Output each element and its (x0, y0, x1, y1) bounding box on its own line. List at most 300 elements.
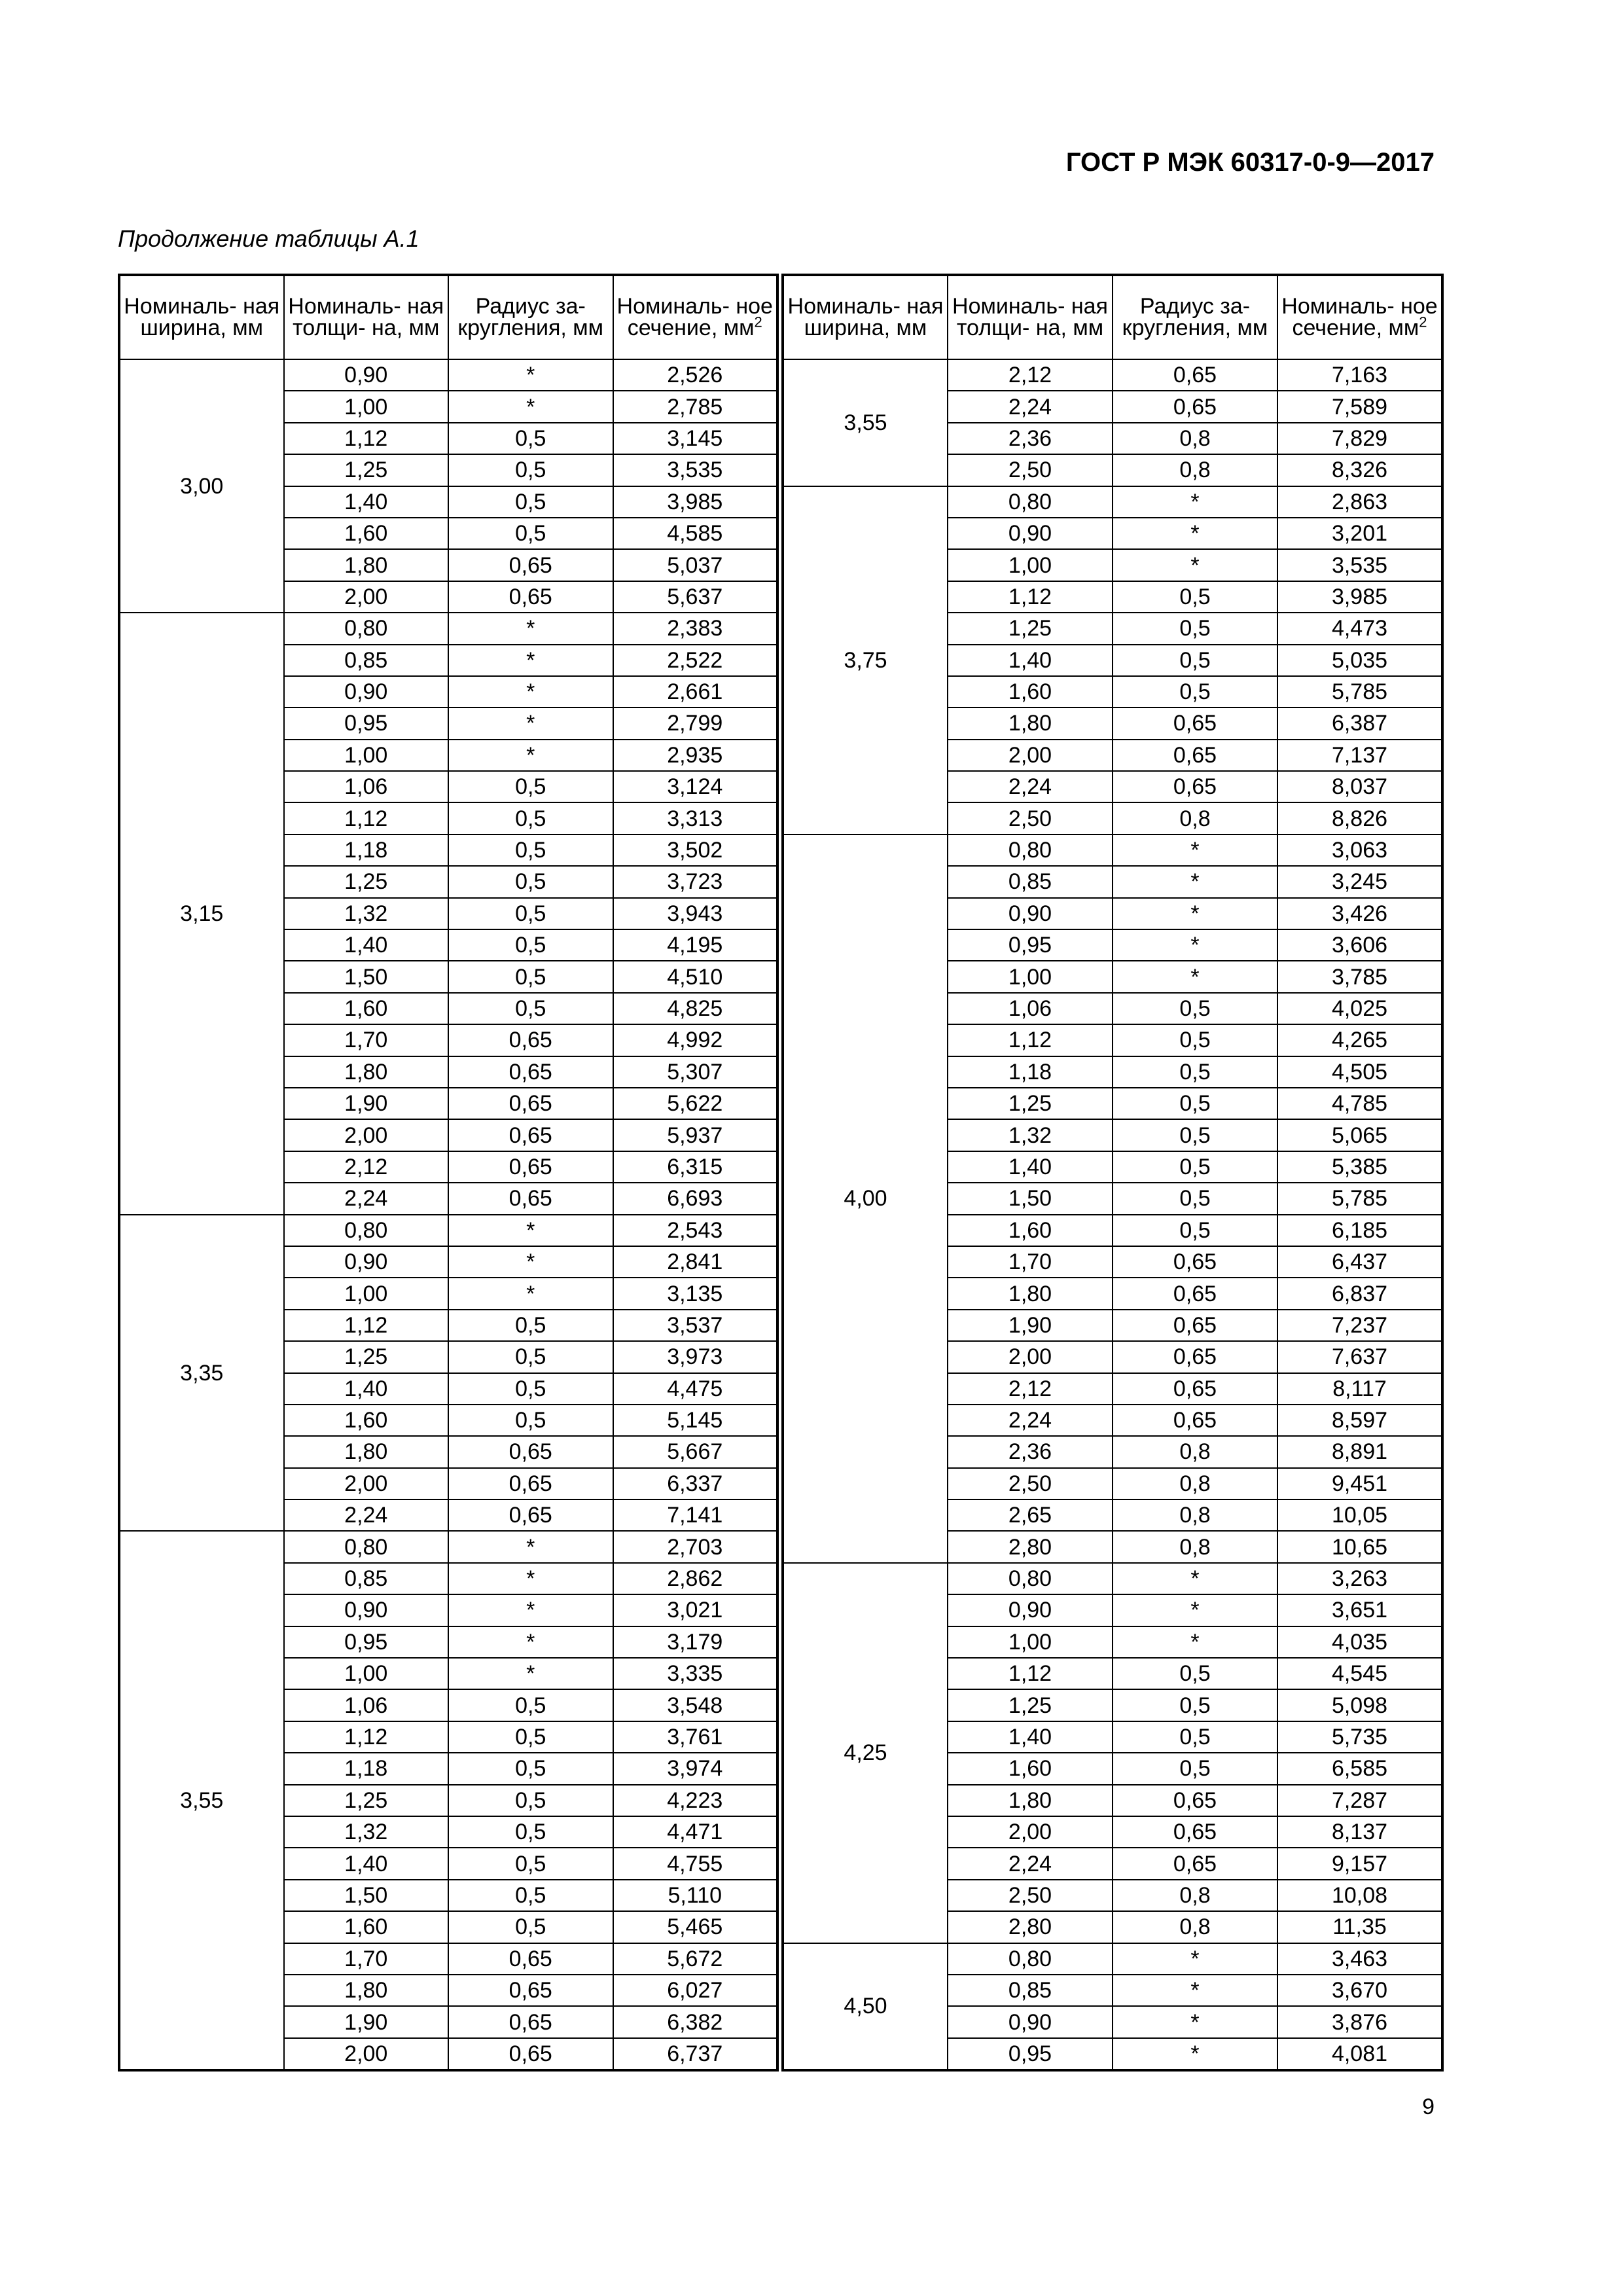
radius-cell: * (448, 359, 613, 391)
section-cell: 2,785 (613, 391, 778, 422)
radius-cell: 0,65 (1113, 1405, 1277, 1436)
radius-cell: * (448, 1278, 613, 1309)
radius-cell: 0,5 (448, 1721, 613, 1753)
thickness-cell: 0,95 (948, 2038, 1113, 2070)
section-cell: 7,637 (1277, 1341, 1442, 1372)
thickness-cell: 1,40 (284, 1373, 449, 1405)
table-header (783, 275, 1442, 359)
thickness-cell: 1,60 (284, 1405, 449, 1436)
thickness-cell: 0,90 (284, 359, 449, 391)
section-cell: 2,799 (613, 708, 778, 739)
radius-cell: * (448, 645, 613, 676)
thickness-cell: 2,00 (284, 581, 449, 613)
section-cell: 6,382 (613, 2006, 778, 2037)
radius-cell: 0,65 (1113, 708, 1277, 739)
section-cell: 2,543 (613, 1215, 778, 1246)
section-cell: 5,622 (613, 1088, 778, 1119)
section-cell: 6,437 (1277, 1246, 1442, 1278)
column-header: Номиналь- ная толщи- на, мм (948, 275, 1113, 359)
radius-cell: * (1113, 2038, 1277, 2070)
section-cell: 3,124 (613, 771, 778, 802)
table-header (119, 275, 777, 359)
thickness-cell: 1,00 (948, 549, 1113, 581)
radius-cell: 0,5 (448, 1785, 613, 1816)
section-cell: 3,535 (613, 454, 778, 486)
radius-cell: 0,5 (448, 929, 613, 961)
radius-cell: 0,5 (448, 1310, 613, 1341)
section-cell: 8,137 (1277, 1816, 1442, 1848)
thickness-cell: 2,24 (948, 771, 1113, 802)
section-cell: 4,510 (613, 961, 778, 992)
section-cell: 3,145 (613, 423, 778, 454)
radius-cell: 0,5 (448, 834, 613, 866)
section-cell: 3,670 (1277, 1975, 1442, 2006)
radius-cell: 0,65 (448, 1975, 613, 2006)
section-cell: 9,157 (1277, 1848, 1442, 1879)
section-cell: 4,473 (1277, 613, 1442, 644)
thickness-cell: 0,90 (284, 676, 449, 708)
section-cell: 2,841 (613, 1246, 778, 1278)
radius-cell: 0,65 (448, 1436, 613, 1467)
radius-cell: * (1113, 486, 1277, 518)
thickness-cell: 1,12 (948, 581, 1113, 613)
thickness-cell: 2,24 (284, 1183, 449, 1214)
radius-cell: 0,5 (448, 866, 613, 897)
thickness-cell: 2,50 (948, 1880, 1113, 1911)
table-row (119, 1531, 777, 1562)
section-cell: 2,862 (613, 1563, 778, 1594)
section-cell: 5,035 (1277, 645, 1442, 676)
thickness-cell: 2,65 (948, 1499, 1113, 1531)
radius-cell: 0,5 (1113, 1658, 1277, 1689)
radius-cell: 0,5 (1113, 1689, 1277, 1721)
radius-cell: * (448, 1215, 613, 1246)
thickness-cell: 1,40 (284, 486, 449, 518)
radius-cell: 0,65 (448, 1024, 613, 1056)
radius-cell: 0,8 (1113, 802, 1277, 834)
column-header: Радиус за- кругления, мм (1113, 275, 1277, 359)
thickness-cell: 1,18 (284, 834, 449, 866)
radius-cell: * (448, 1246, 613, 1278)
section-cell: 3,201 (1277, 518, 1442, 549)
column-header: Номиналь- ное сечение, $мм^2$ (1277, 275, 1442, 359)
table-row (783, 834, 1442, 866)
radius-cell: * (1113, 1563, 1277, 1594)
radius-cell: 0,5 (1113, 1024, 1277, 1056)
radius-cell: 0,5 (448, 961, 613, 992)
section-cell: 3,985 (1277, 581, 1442, 613)
column-header: Номиналь- ное сечение, $мм^2$ (613, 275, 778, 359)
thickness-cell: 1,80 (948, 1785, 1113, 1816)
radius-cell: 0,5 (1113, 1721, 1277, 1753)
section-cell: 6,027 (613, 1975, 778, 2006)
radius-cell: 0,65 (1113, 1848, 1277, 1879)
column-header: Номиналь- ная ширина, мм (119, 275, 284, 359)
section-cell: 3,063 (1277, 834, 1442, 866)
thickness-cell: 1,25 (284, 1785, 449, 1816)
radius-cell: 0,8 (1113, 1880, 1277, 1911)
section-cell: 5,110 (613, 1880, 778, 1911)
table-row (783, 359, 1442, 391)
section-cell: 5,037 (613, 549, 778, 581)
thickness-cell: 1,32 (284, 1816, 449, 1848)
radius-cell: 0,5 (448, 1848, 613, 1879)
section-cell: 3,335 (613, 1658, 778, 1689)
radius-cell: 0,65 (448, 1088, 613, 1119)
thickness-cell: 1,12 (284, 423, 449, 454)
section-cell: 7,141 (613, 1499, 778, 1531)
radius-cell: 0,5 (448, 1341, 613, 1372)
section-cell: 5,785 (1277, 1183, 1442, 1214)
section-cell: 8,597 (1277, 1405, 1442, 1436)
column-header: Радиус за- кругления, мм (448, 275, 613, 359)
thickness-cell: 0,85 (284, 645, 449, 676)
section-cell: 5,385 (1277, 1151, 1442, 1183)
section-cell: 6,337 (613, 1468, 778, 1499)
radius-cell: 0,65 (1113, 1278, 1277, 1309)
thickness-cell: 1,25 (948, 1088, 1113, 1119)
thickness-cell: 0,80 (948, 486, 1113, 518)
column-header: Номиналь- ная толщи- на, мм (284, 275, 449, 359)
thickness-cell: 0,85 (948, 1975, 1113, 2006)
thickness-cell: 1,80 (284, 1056, 449, 1088)
thickness-cell: 1,80 (284, 1436, 449, 1467)
thickness-cell: 2,00 (948, 1816, 1113, 1848)
radius-cell: 0,5 (448, 771, 613, 802)
thickness-cell: 0,90 (948, 2006, 1113, 2037)
width-cell: 3,15 (119, 613, 284, 1214)
radius-cell: 0,5 (1113, 1056, 1277, 1088)
width-cell: 4,50 (783, 1943, 948, 2071)
section-cell: 3,723 (613, 866, 778, 897)
section-cell: 5,667 (613, 1436, 778, 1467)
radius-cell: * (1113, 1975, 1277, 2006)
radius-cell: 0,65 (1113, 1246, 1277, 1278)
thickness-cell: 1,25 (948, 1689, 1113, 1721)
section-cell: 4,505 (1277, 1056, 1442, 1088)
thickness-cell: 0,80 (284, 1215, 449, 1246)
thickness-cell: 1,60 (284, 518, 449, 549)
table-row (119, 613, 777, 644)
radius-cell: 0,5 (448, 898, 613, 929)
section-cell: 3,985 (613, 486, 778, 518)
section-cell: 6,737 (613, 2038, 778, 2070)
section-cell: 4,825 (613, 993, 778, 1024)
radius-cell: 0,8 (1113, 1911, 1277, 1943)
radius-cell: * (448, 613, 613, 644)
radius-cell: 0,8 (1113, 1531, 1277, 1562)
thickness-cell: 2,00 (948, 1341, 1113, 1372)
thickness-cell: 2,00 (284, 1468, 449, 1499)
section-cell: 5,307 (613, 1056, 778, 1088)
thickness-cell: 1,40 (284, 1848, 449, 1879)
section-cell: 3,761 (613, 1721, 778, 1753)
thickness-cell: 1,80 (284, 549, 449, 581)
radius-cell: * (448, 1594, 613, 1626)
radius-cell: 0,5 (1113, 1183, 1277, 1214)
radius-cell: 0,5 (448, 1405, 613, 1436)
thickness-cell: 0,95 (284, 708, 449, 739)
thickness-cell: 0,80 (948, 1563, 1113, 1594)
radius-cell: 0,8 (1113, 1436, 1277, 1467)
thickness-cell: 1,40 (948, 1721, 1113, 1753)
section-cell: 5,637 (613, 581, 778, 613)
thickness-cell: 1,00 (284, 1278, 449, 1309)
thickness-cell: 1,70 (284, 1024, 449, 1056)
thickness-cell: 1,70 (948, 1246, 1113, 1278)
radius-cell: 0,5 (1113, 581, 1277, 613)
thickness-cell: 1,00 (284, 1658, 449, 1689)
thickness-cell: 2,80 (948, 1911, 1113, 1943)
section-cell: 3,245 (1277, 866, 1442, 897)
column-header: Номиналь- ная ширина, мм (783, 275, 948, 359)
radius-cell: 0,5 (448, 454, 613, 486)
thickness-cell: 1,70 (284, 1943, 449, 1975)
table-row (783, 1563, 1442, 1594)
thickness-cell: 0,80 (948, 834, 1113, 866)
thickness-cell: 1,25 (284, 1341, 449, 1372)
section-cell: 4,992 (613, 1024, 778, 1056)
thickness-cell: 1,80 (284, 1975, 449, 2006)
section-cell: 3,974 (613, 1753, 778, 1784)
thickness-cell: 1,32 (284, 898, 449, 929)
thickness-cell: 1,12 (284, 1721, 449, 1753)
radius-cell: * (448, 708, 613, 739)
radius-cell: 0,5 (1113, 1215, 1277, 1246)
thickness-cell: 1,90 (948, 1310, 1113, 1341)
radius-cell: 0,65 (448, 1119, 613, 1151)
thickness-cell: 2,24 (948, 391, 1113, 422)
thickness-cell: 2,00 (948, 740, 1113, 771)
section-cell: 4,081 (1277, 2038, 1442, 2070)
table-caption: Продолжение таблицы А.1 (118, 225, 419, 252)
section-cell: 4,585 (613, 518, 778, 549)
radius-cell: 0,5 (1113, 1119, 1277, 1151)
width-cell: 3,55 (783, 359, 948, 486)
section-cell: 3,021 (613, 1594, 778, 1626)
radius-cell: 0,5 (1113, 993, 1277, 1024)
thickness-cell: 1,00 (284, 391, 449, 422)
thickness-cell: 1,12 (948, 1658, 1113, 1689)
section-cell: 6,693 (613, 1183, 778, 1214)
thickness-cell: 2,50 (948, 1468, 1113, 1499)
radius-cell: 0,5 (1113, 645, 1277, 676)
radius-cell: * (448, 1626, 613, 1658)
radius-cell: * (1113, 898, 1277, 929)
radius-cell: 0,5 (448, 486, 613, 518)
thickness-cell: 0,90 (948, 898, 1113, 929)
thickness-cell: 1,80 (948, 708, 1113, 739)
section-cell: 4,035 (1277, 1626, 1442, 1658)
thickness-cell: 1,12 (284, 802, 449, 834)
table-row (119, 1215, 777, 1246)
radius-cell: 0,65 (448, 1499, 613, 1531)
radius-cell: 0,5 (448, 423, 613, 454)
section-cell: 2,383 (613, 613, 778, 644)
section-cell: 7,829 (1277, 423, 1442, 454)
radius-cell: * (1113, 961, 1277, 992)
thickness-cell: 1,12 (284, 1310, 449, 1341)
section-cell: 10,05 (1277, 1499, 1442, 1531)
width-cell: 4,00 (783, 834, 948, 1563)
section-cell: 4,265 (1277, 1024, 1442, 1056)
thickness-cell: 2,80 (948, 1531, 1113, 1562)
section-cell: 8,037 (1277, 771, 1442, 802)
radius-cell: * (448, 1563, 613, 1594)
radius-cell: 0,5 (1113, 1088, 1277, 1119)
section-cell: 3,548 (613, 1689, 778, 1721)
section-cell: 3,535 (1277, 549, 1442, 581)
radius-cell: 0,65 (448, 1468, 613, 1499)
section-cell: 8,117 (1277, 1373, 1442, 1405)
radius-cell: * (1113, 2006, 1277, 2037)
width-cell: 4,25 (783, 1563, 948, 1943)
radius-cell: 0,65 (1113, 1816, 1277, 1848)
radius-cell: 0,65 (1113, 359, 1277, 391)
radius-cell: 0,65 (1113, 740, 1277, 771)
section-cell: 2,526 (613, 359, 778, 391)
section-cell: 8,826 (1277, 802, 1442, 834)
thickness-cell: 0,95 (284, 1626, 449, 1658)
thickness-cell: 1,90 (284, 2006, 449, 2037)
section-cell: 8,326 (1277, 454, 1442, 486)
section-cell: 2,661 (613, 676, 778, 708)
radius-cell: 0,65 (448, 581, 613, 613)
dimensions-table-left (118, 274, 779, 2072)
thickness-cell: 2,12 (284, 1151, 449, 1183)
radius-cell: 0,65 (448, 549, 613, 581)
radius-cell: 0,5 (448, 1816, 613, 1848)
section-cell: 10,08 (1277, 1880, 1442, 1911)
section-cell: 5,937 (613, 1119, 778, 1151)
thickness-cell: 2,12 (948, 1373, 1113, 1405)
section-cell: 7,589 (1277, 391, 1442, 422)
thickness-cell: 2,12 (948, 359, 1113, 391)
width-cell: 3,00 (119, 359, 284, 613)
radius-cell: * (1113, 834, 1277, 866)
section-cell: 6,185 (1277, 1215, 1442, 1246)
radius-cell: * (1113, 1594, 1277, 1626)
thickness-cell: 1,60 (948, 676, 1113, 708)
thickness-cell: 1,90 (284, 1088, 449, 1119)
section-cell: 5,465 (613, 1911, 778, 1943)
thickness-cell: 1,25 (948, 613, 1113, 644)
radius-cell: * (1113, 549, 1277, 581)
radius-cell: * (448, 391, 613, 422)
table-row (119, 359, 777, 391)
page-number: 9 (1422, 2094, 1435, 2119)
section-cell: 3,943 (613, 898, 778, 929)
thickness-cell: 1,60 (284, 1911, 449, 1943)
radius-cell: 0,5 (448, 1753, 613, 1784)
radius-cell: * (448, 676, 613, 708)
thickness-cell: 1,12 (948, 1024, 1113, 1056)
thickness-cell: 1,00 (948, 1626, 1113, 1658)
radius-cell: 0,65 (448, 1943, 613, 1975)
thickness-cell: 1,60 (284, 993, 449, 1024)
section-cell: 6,837 (1277, 1278, 1442, 1309)
radius-cell: 0,65 (1113, 391, 1277, 422)
section-cell: 4,785 (1277, 1088, 1442, 1119)
thickness-cell: 0,90 (284, 1594, 449, 1626)
thickness-cell: 1,25 (284, 454, 449, 486)
thickness-cell: 2,50 (948, 802, 1113, 834)
thickness-cell: 0,80 (948, 1943, 1113, 1975)
radius-cell: * (1113, 1943, 1277, 1975)
radius-cell: * (1113, 866, 1277, 897)
thickness-cell: 2,24 (284, 1499, 449, 1531)
section-cell: 3,606 (1277, 929, 1442, 961)
section-cell: 3,537 (613, 1310, 778, 1341)
thickness-cell: 1,18 (948, 1056, 1113, 1088)
section-cell: 3,263 (1277, 1563, 1442, 1594)
section-cell: 3,785 (1277, 961, 1442, 992)
section-cell: 7,137 (1277, 740, 1442, 771)
radius-cell: 0,65 (1113, 1785, 1277, 1816)
width-cell: 3,35 (119, 1215, 284, 1532)
section-cell: 10,65 (1277, 1531, 1442, 1562)
radius-cell: 0,65 (1113, 1373, 1277, 1405)
section-cell: 5,145 (613, 1405, 778, 1436)
thickness-cell: 1,06 (284, 771, 449, 802)
radius-cell: 0,65 (1113, 1310, 1277, 1341)
thickness-cell: 2,36 (948, 1436, 1113, 1467)
table-row (783, 1943, 1442, 1975)
table-body (119, 359, 777, 2070)
radius-cell: 0,5 (448, 993, 613, 1024)
thickness-cell: 1,06 (948, 993, 1113, 1024)
section-cell: 3,463 (1277, 1943, 1442, 1975)
radius-cell: * (448, 1531, 613, 1562)
radius-cell: 0,5 (448, 518, 613, 549)
thickness-cell: 1,60 (948, 1215, 1113, 1246)
thickness-cell: 0,85 (284, 1563, 449, 1594)
section-cell: 4,223 (613, 1785, 778, 1816)
thickness-cell: 1,50 (284, 961, 449, 992)
section-cell: 11,35 (1277, 1911, 1442, 1943)
radius-cell: 0,5 (1113, 676, 1277, 708)
thickness-cell: 1,50 (948, 1183, 1113, 1214)
section-cell: 9,451 (1277, 1468, 1442, 1499)
thickness-cell: 1,06 (284, 1689, 449, 1721)
radius-cell: * (1113, 518, 1277, 549)
section-cell: 6,315 (613, 1151, 778, 1183)
radius-cell: 0,5 (448, 802, 613, 834)
document-header: ГОСТ Р МЭК 60317-0-9—2017 (1065, 148, 1435, 177)
thickness-cell: 2,24 (948, 1405, 1113, 1436)
thickness-cell: 2,36 (948, 423, 1113, 454)
section-cell: 3,179 (613, 1626, 778, 1658)
radius-cell: 0,5 (1113, 1151, 1277, 1183)
section-cell: 5,098 (1277, 1689, 1442, 1721)
thickness-cell: 0,90 (284, 1246, 449, 1278)
radius-cell: 0,5 (448, 1373, 613, 1405)
thickness-cell: 0,90 (948, 518, 1113, 549)
section-cell: 2,522 (613, 645, 778, 676)
section-cell: 7,163 (1277, 359, 1442, 391)
thickness-cell: 0,80 (284, 613, 449, 644)
radius-cell: * (448, 740, 613, 771)
radius-cell: 0,65 (448, 2038, 613, 2070)
radius-cell: * (448, 1658, 613, 1689)
thickness-cell: 1,60 (948, 1753, 1113, 1784)
section-cell: 6,585 (1277, 1753, 1442, 1784)
thickness-cell: 0,95 (948, 929, 1113, 961)
radius-cell: 0,65 (448, 2006, 613, 2037)
thickness-cell: 0,90 (948, 1594, 1113, 1626)
section-cell: 5,735 (1277, 1721, 1442, 1753)
dimensions-table-right (781, 274, 1444, 2072)
